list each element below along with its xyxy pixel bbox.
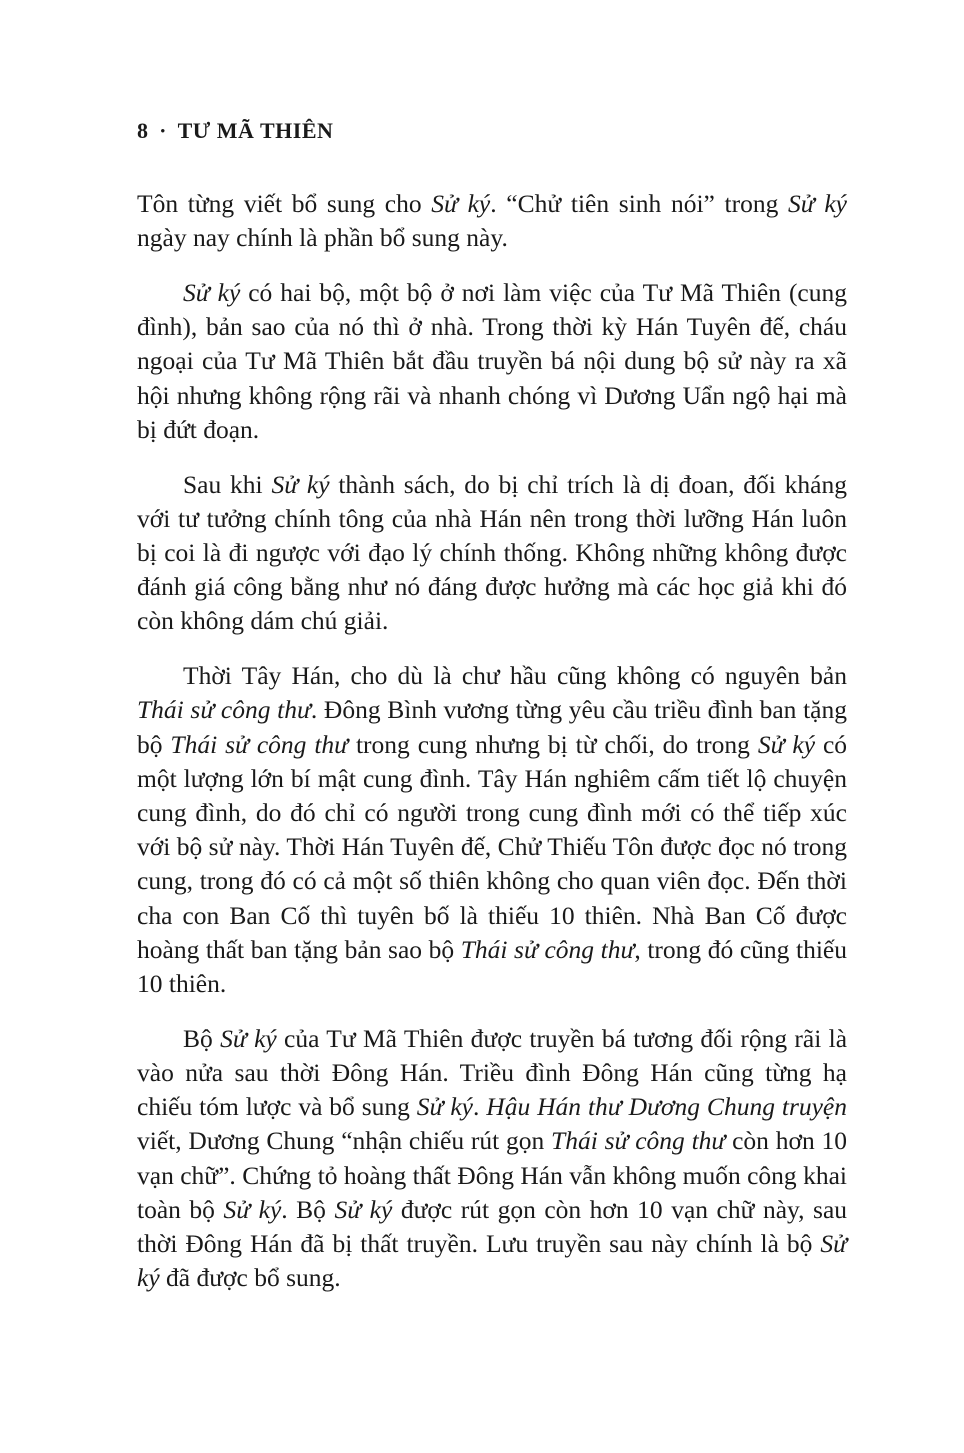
text-run: được rút gọn còn hơn 10 vạn chữ này, sau thời Đông Hán đã bị thất truyền. Lưu truyền sau này chính là bộ (137, 1194, 848, 1259)
paragraph (137, 187, 847, 255)
text-run: còn hơn 10 vạn chữ”. Chứng tỏ hoàng thất Đông Hán vẫn không muốn công khai toàn bộ (137, 1126, 847, 1224)
italic-title: Sử ký (334, 1194, 393, 1224)
text-run: . Bộ (281, 1194, 335, 1224)
italic-title: Sử ký (431, 189, 491, 218)
italic-title: Sử ký (788, 189, 847, 218)
text-run: của Tư Mã Thiên được truyền bá tương đối rộng rãi là vào nửa sau thời Đông Hán. Triều đình Đông Hán cũng từng hạ chiếu tóm lược và bổ sung (137, 1023, 848, 1122)
header-separator: • (160, 123, 166, 138)
italic-title: Sử ký (757, 729, 816, 759)
text-run: có hai bộ, một bộ ở nơi làm việc của Tư Mã Thiên (cung đình), bản sao của nó thì ở nhà. Trong thời kỳ Hán Tuyên đế, cháu ngoại của Tư Mã Thiên bắt đầu truyền bá nội dung bộ sử này ra xã hội nhưng không rộng rãi và nhanh chóng vì Dương Uẩn ngộ hại mà bị đứt đoạn. (137, 278, 847, 444)
italic-title: Thái sử công thư (170, 729, 349, 759)
italic-title: Sử ký (223, 1194, 282, 1224)
paragraph (137, 1022, 847, 1296)
text-run: . Đông Bình vương từng yêu cầu triều đình ban tặng bộ (137, 695, 847, 759)
text-run: . “Chử tiên sinh nói” trong (490, 189, 789, 218)
page-number: 8 (137, 118, 149, 143)
paragraph (137, 659, 847, 1001)
italic-title: Sử ký (271, 469, 330, 499)
text-run: có một lượng lớn bí mật cung đình. Tây Hán nghiêm cấm tiết lộ chuyện cung đình, do đó chỉ có người trong cung đình mới có thể tiếp xúc với bộ sử này. Thời Hán Tuyên đế, Chử Thiếu Tôn được đọc nó trong cung, trong đó có cả một số thiên không cho quan viên đọc. Đến thời cha con Ban Cố thì tuyên bố là thiếu 10 thiên. Nhà Ban Cố được hoàng thất ban tặng bản sao bộ (137, 729, 848, 964)
text-run: Bộ (183, 1023, 221, 1053)
italic-title: Sử ký (220, 1023, 277, 1053)
italic-title: Thái sử công thư (460, 934, 635, 964)
text-run: thành sách, do bị chỉ trích là dị đoan, đối kháng với tư tưởng chính tông của nhà Hán nên trong thời lưỡng Hán luôn bị coi là đi ngược với đạo lý chính thống. Không những không được đánh giá công bằng như nó đáng được hưởng mà các học giả khi đó còn không dám chú giải. (137, 469, 847, 636)
text-run: ngày nay chính là phần bổ sung này. (137, 223, 508, 253)
italic-title: Sử ký (137, 1229, 847, 1293)
italic-title: Hậu Hán thư Dương Chung truyện (486, 1092, 847, 1122)
text-run: , trong đó cũng thiếu 10 thiên. (137, 934, 847, 999)
text-run: đã được bổ sung. (159, 1263, 341, 1293)
italic-title: Sử ký (183, 278, 241, 307)
text-run: Sau khi (183, 469, 272, 499)
body-text (137, 187, 847, 1295)
running-head (137, 118, 333, 144)
text-run: trong cung nhưng bị từ chối, do trong (348, 729, 758, 759)
paragraph (137, 276, 847, 447)
italic-title: Thái sử công thư (137, 695, 311, 725)
book-title: TƯ MÃ THIÊN (177, 118, 334, 143)
italic-title: Sử ký (416, 1092, 473, 1122)
text-run: Thời Tây Hán, cho dù là chư hầu cũng không có nguyên bản (183, 661, 847, 691)
text-run: Tôn từng viết bổ sung cho (137, 189, 432, 218)
text-run: . (473, 1092, 487, 1122)
paragraph (137, 468, 847, 639)
text-run: viết, Dương Chung “nhận chiếu rút gọn (137, 1126, 552, 1156)
italic-title: Thái sử công thư (551, 1126, 726, 1156)
